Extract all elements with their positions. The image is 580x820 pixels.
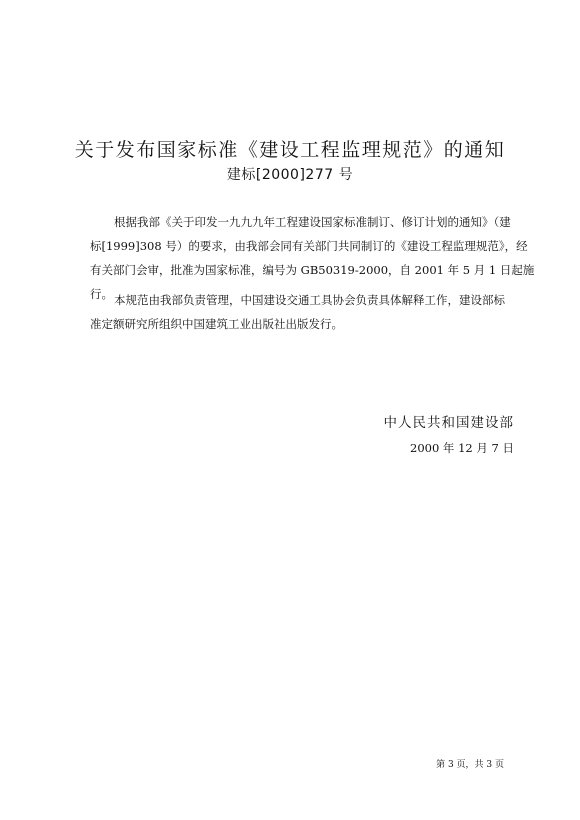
- paragraph-1-line: 有关部门会审，批准为国家标准，编号为 GB50319-2000，自 2001 年 5 月 1 日起施: [90, 263, 535, 277]
- page-number-footer: 第 3 页，共 3 页: [436, 760, 504, 770]
- paragraph-2-line: 本规范由我部负责管理，中国建设交通工具协会负责具体解释工作，建设部标: [114, 293, 505, 307]
- signature-organization: 中人民共和国建设部: [383, 415, 514, 431]
- paragraph-1-line: 根据我部《关于印发一九九九年工程建设国家标准制订、修订计划的通知》（建: [114, 215, 511, 229]
- paragraph-1-line: 标[1999]308 号）的要求，由我部会同有关部门共同制订的《建设工程监理规范》，经: [90, 239, 528, 253]
- signature-date: 2000 年 12 月 7 日: [410, 441, 514, 455]
- paragraph-2: [90, 288, 522, 336]
- paragraph-1-line: 行。: [90, 287, 113, 301]
- document-title: 关于发布国家标准《建设工程监理规范》的通知: [74, 139, 506, 161]
- document-number: 建标[2000]277 号: [226, 167, 354, 183]
- paragraph-2-line: 准定额研究所组织中国建筑工业出版社出版发行。: [90, 317, 343, 331]
